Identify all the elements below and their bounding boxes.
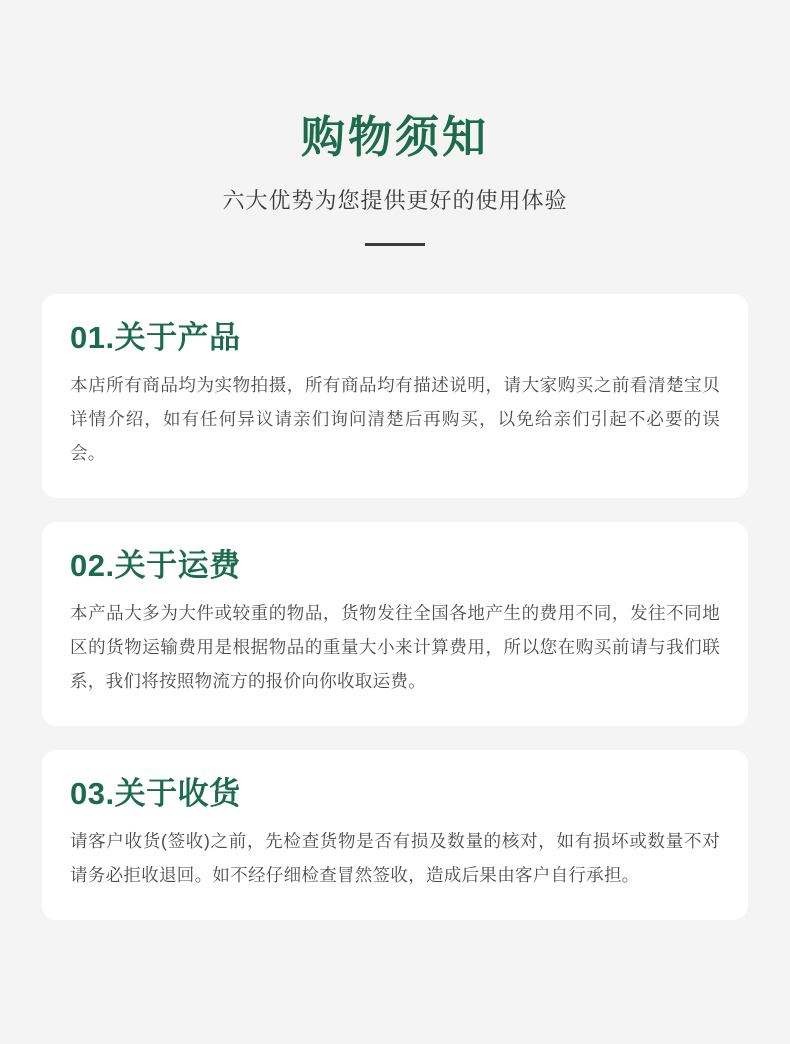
page-subtitle: 六大优势为您提供更好的使用体验 [222,187,568,213]
notice-card-title: 01.关于产品 [70,320,241,356]
notice-card-body: 请客户收货(签收)之前，先检查货物是否有损及数量的核对，如有损坏或数量不对请务必拒收退回。如不经仔细检查冒然签收，造成后果由客户自行承担。 [70,831,720,886]
notice-card-body: 本产品大多为大件或较重的物品，货物发往全国各地产生的费用不同，发往不同地区的货物运输费用是根据物品的重量大小来计算费用，所以您在购买前请与我们联系，我们将按照物流方的报价向你收取运费。 [70,603,720,692]
title-divider [365,243,425,246]
notice-card-title: 03.关于收货 [70,776,241,812]
notice-card-body: 本店所有商品均为实物拍摄，所有商品均有描述说明，请大家购买之前看清楚宝贝详情介绍，如有任何异议请亲们询问清楚后再购买，以免给亲们引起不必要的误会。 [70,375,720,464]
notice-card [42,294,748,498]
page-header [42,0,748,246]
notice-card [42,522,748,726]
divider-wrap [42,243,748,246]
page-title: 购物须知 [301,113,489,162]
notice-card [42,750,748,920]
notice-card-list [42,294,748,920]
notice-card-title: 02.关于运费 [70,548,241,584]
